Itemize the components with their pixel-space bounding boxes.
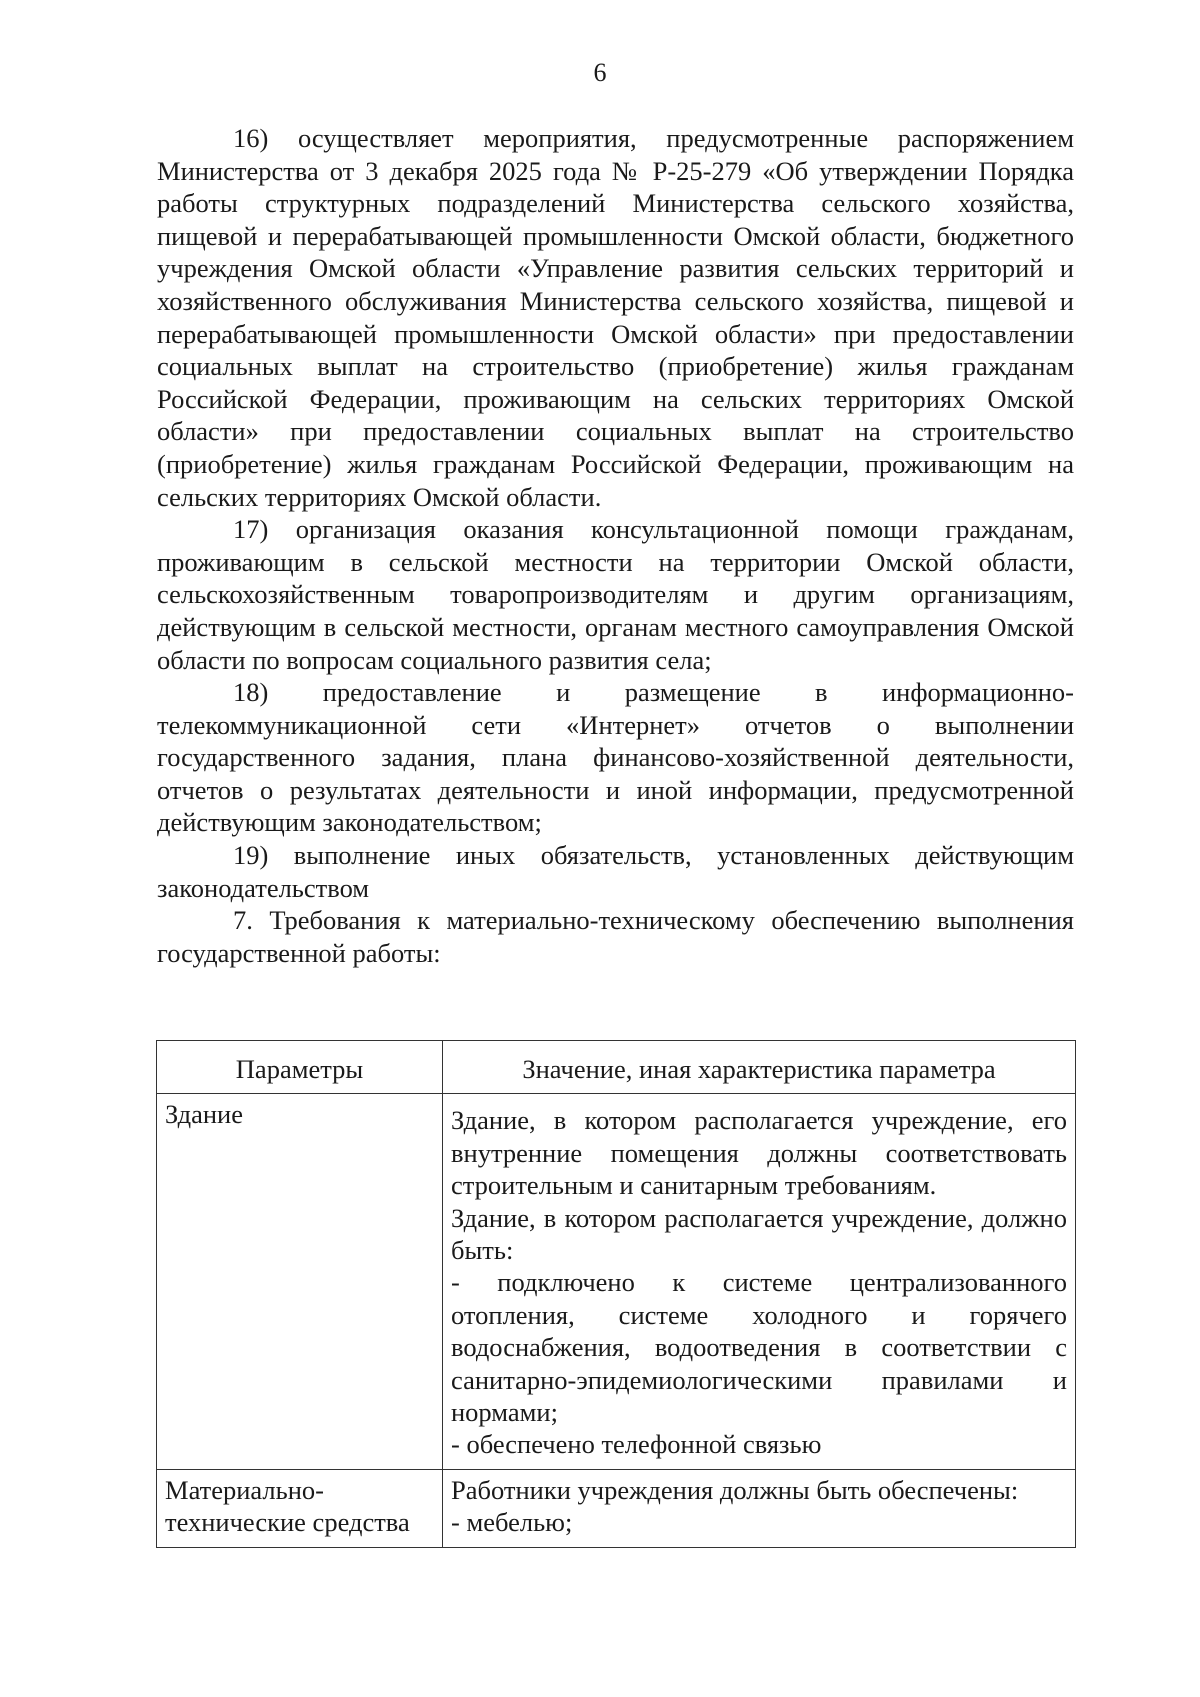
header-value: Значение, иная характеристика параметра	[443, 1041, 1076, 1094]
value-line: Здание, в котором располагается учреждение, его внутренние помещения должны соответствовать строительным и санитарным требованиям.	[451, 1105, 1067, 1201]
page-number: 6	[593, 58, 607, 87]
value-line: Здание, в котором располагается учреждение, должно быть:	[451, 1202, 1067, 1266]
paragraph-item-17: 17) организация оказания консультационной помощи гражданам, проживающим в сельской местности на территории Омской области, сельскохозяйственным товаропроизводителям и другим организациям, действующим в сельской местности, органам местного самоуправления Омской области по вопросам социального развития села;	[157, 514, 1074, 675]
requirements-table	[156, 1040, 1076, 1548]
paragraph-item-18: 18) предоставление и размещение в информационно-телекоммуникационной сети «Интернет» отчетов о выполнении государственного задания, плана финансово-хозяйственной деятельности, отчетов о результатах деятельности и иной информации, предусмотренной действующим законодательством;	[157, 677, 1074, 838]
section-7-heading: 7. Требования к материально-техническому обеспечению выполнения государственной работы:	[157, 905, 1074, 968]
table-row	[157, 1094, 1076, 1469]
value-line: - подключено к системе централизованного отопления, системе холодного и горячего водоснабжения, водоотведения в соответствии с санитарно-эпидемиологическими правилами и нормами;	[451, 1267, 1067, 1428]
table-row	[157, 1469, 1076, 1547]
header-parameters: Параметры	[157, 1041, 443, 1094]
param-cell: Материально-технические средства	[157, 1469, 443, 1547]
value-line: - мебелью;	[451, 1507, 573, 1538]
document-body	[157, 122, 1074, 969]
paragraph-item-16: 16) осуществляет мероприятия, предусмотренные распоряжением Министерства от 3 декабря 2025 года № Р-25-279 «Об утверждении Порядка работы структурных подразделений Министерства сельского хозяйства, пищевой и перерабатывающей промышленности Омской области, бюджетного учреждения Омской области «Управление развития сельских территорий и хозяйственного обслуживания Министерства сельского хозяйства, пищевой и перерабатывающей промышленности Омской области» при предоставлении социальных выплат на строительство (приобретение) жилья гражданам Российской Федерации, проживающим на сельских территориях Омской области» при предоставлении социальных выплат на строительство (приобретение) жилья гражданам Российской Федерации, проживающим на сельских территориях Омской области.	[157, 123, 1074, 512]
value-cell	[443, 1469, 1076, 1547]
param-cell: Здание	[157, 1094, 443, 1469]
value-cell	[443, 1094, 1076, 1469]
value-line: - обеспечено телефонной связью	[451, 1429, 822, 1460]
value-line: Работники учреждения должны быть обеспечены:	[451, 1474, 1019, 1505]
table-header-row	[157, 1041, 1076, 1094]
paragraph-item-19: 19) выполнение иных обязательств, установленных действующим законодательством	[157, 840, 1074, 903]
